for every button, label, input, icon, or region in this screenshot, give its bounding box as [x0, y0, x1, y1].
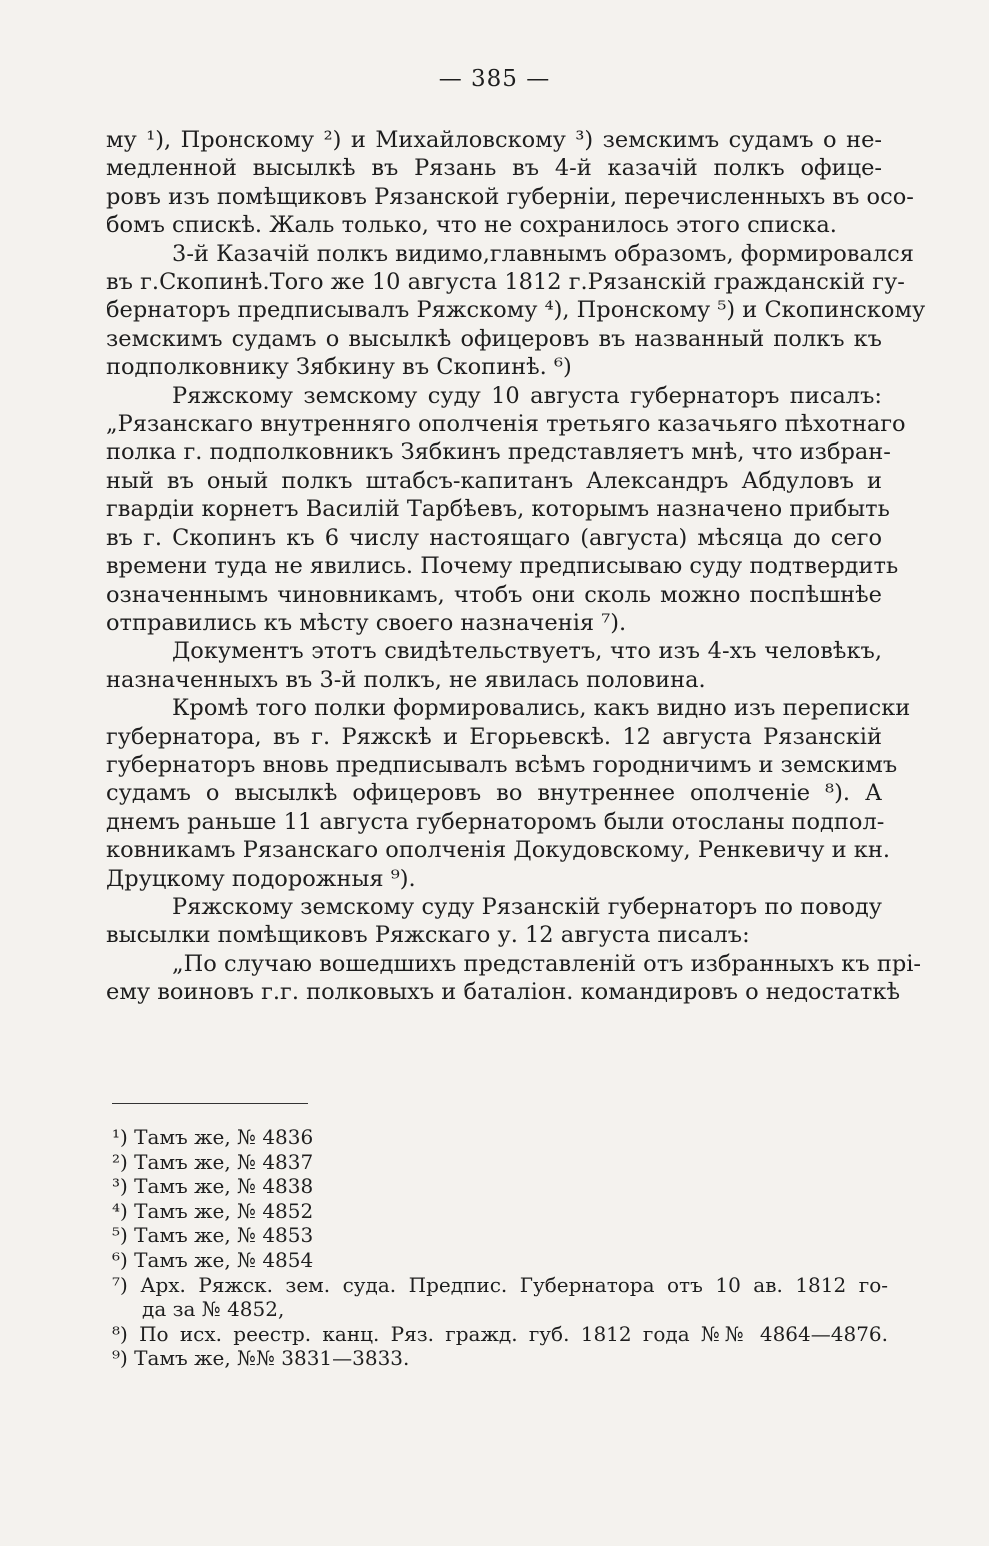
footnote: ¹) Тамъ же, № 4836: [112, 1125, 314, 1149]
text-line: назначенныхъ въ 3-й полкъ, не явилась половина.: [106, 666, 706, 693]
text-line: Ряжскому земскому суду 10 августа губернаторъ писалъ:: [172, 382, 882, 409]
text-line: полка г. подполковникъ Зябкинъ представляетъ мнѣ, что избран-: [106, 439, 891, 466]
text-line: днемъ раньше 11 августа губернаторомъ были отосланы подпол-: [106, 808, 885, 835]
footnote: ⁶) Тамъ же, № 4854: [112, 1247, 314, 1272]
body-text: [106, 126, 926, 1007]
footnote: ⁵) Тамъ же, № 4853: [112, 1223, 314, 1248]
page-number: — 385 —: [438, 66, 551, 92]
footnote: ⁴) Тамъ же, № 4852: [112, 1198, 314, 1223]
footnote: ²) Тамъ же, № 4837: [112, 1149, 314, 1174]
text-line: ровъ изъ помѣщиковъ Рязанской губерніи, перечисленныхъ въ осо-: [106, 183, 914, 210]
text-line: ный въ оный полкъ штабсъ-капитанъ Александръ Абдуловъ и: [106, 467, 882, 494]
text-line: высылки помѣщиковъ Ряжскаго у. 12 августа писалъ:: [106, 922, 750, 949]
footnote: ³) Тамъ же, № 4838: [112, 1174, 314, 1199]
text-line: Кромѣ того полки формировались, какъ видно изъ переписки: [172, 695, 911, 722]
text-line: ему воиновъ г.г. полковыхъ и баталіон. командировъ о недостаткѣ: [106, 979, 901, 1006]
text-line: медленной высылкѣ въ Рязань въ 4-й казачій полкъ офице-: [106, 155, 882, 182]
footnote: да за № 4852,: [142, 1297, 285, 1322]
text-line: отправились къ мѣсту своего назначенія ⁷).: [106, 609, 627, 636]
text-line: бернаторъ предписывалъ Ряжскому ⁴), Пронскому ⁵) и Скопинскому: [106, 297, 926, 324]
text-line: 3-й Казачій полкъ видимо,главнымъ образомъ, формировался: [172, 240, 914, 267]
text-line: „Рязанскаго внутренняго ополченія третьяго казачьяго пѣхотнаго: [106, 411, 906, 438]
text-line: ковникамъ Рязанскаго ополченія Докудовскому, Ренкевичу и кн.: [106, 837, 890, 864]
footnotes: [112, 1125, 888, 1371]
text-line: въ г. Скопинъ къ 6 числу настоящаго (августа) мѣсяца до сего: [106, 524, 882, 551]
text-line: подполковнику Зябкину въ Скопинѣ. ⁶): [106, 354, 572, 381]
text-line: „По случаю вошедшихъ представленій отъ избранныхъ къ прі-: [172, 950, 922, 977]
text-line: бомъ спискѣ. Жаль только, что не сохранилось этого списка.: [106, 212, 837, 239]
text-line: судамъ о высылкѣ офицеровъ во внутреннее ополченіе ⁸). А: [106, 780, 882, 807]
text-line: губернаторъ вновь предписывалъ всѣмъ городничимъ и земскимъ: [106, 751, 898, 778]
text-line: му ¹), Пронскому ²) и Михайловскому ³) земскимъ судамъ о не-: [106, 127, 882, 153]
footnote-divider: [112, 1103, 308, 1104]
footnote: ⁸) По исх. реестр. канц. Ряз. гражд. губ. 1812 года №№ 4864—4876.: [112, 1321, 888, 1346]
text-line: времени туда не явились. Почему предписываю суду подтвердить: [106, 553, 899, 580]
text-line: Друцкому подорожныя ⁹).: [106, 865, 416, 892]
text-line: гвардіи корнетъ Василій Тарбѣевъ, которымъ назначено прибыть: [106, 496, 890, 523]
text-line: губернатора, въ г. Ряжскѣ и Егорьевскѣ. 12 августа Рязанскій: [106, 723, 882, 750]
text-line: въ г.Скопинѣ.Того же 10 августа 1812 г.Рязанскій гражданскій гу-: [106, 269, 905, 296]
text-line: Документъ этотъ свидѣтельствуетъ, что изъ 4-хъ человѣкъ,: [172, 638, 882, 665]
footnote: ⁹) Тамъ же, №№ 3831—3833.: [112, 1346, 410, 1371]
text-line: земскимъ судамъ о высылкѣ офицеровъ въ названный полкъ къ: [106, 325, 882, 352]
text-line: означеннымъ чиновникамъ, чтобъ они сколь можно поспѣшнѣе: [106, 581, 882, 608]
footnote: ⁷) Арх. Ряжск. зем. суда. Предпис. Губернатора отъ 10 ав. 1812 го-: [112, 1272, 888, 1297]
text-line: Ряжскому земскому суду Рязанскій губернаторъ по поводу: [172, 893, 882, 920]
